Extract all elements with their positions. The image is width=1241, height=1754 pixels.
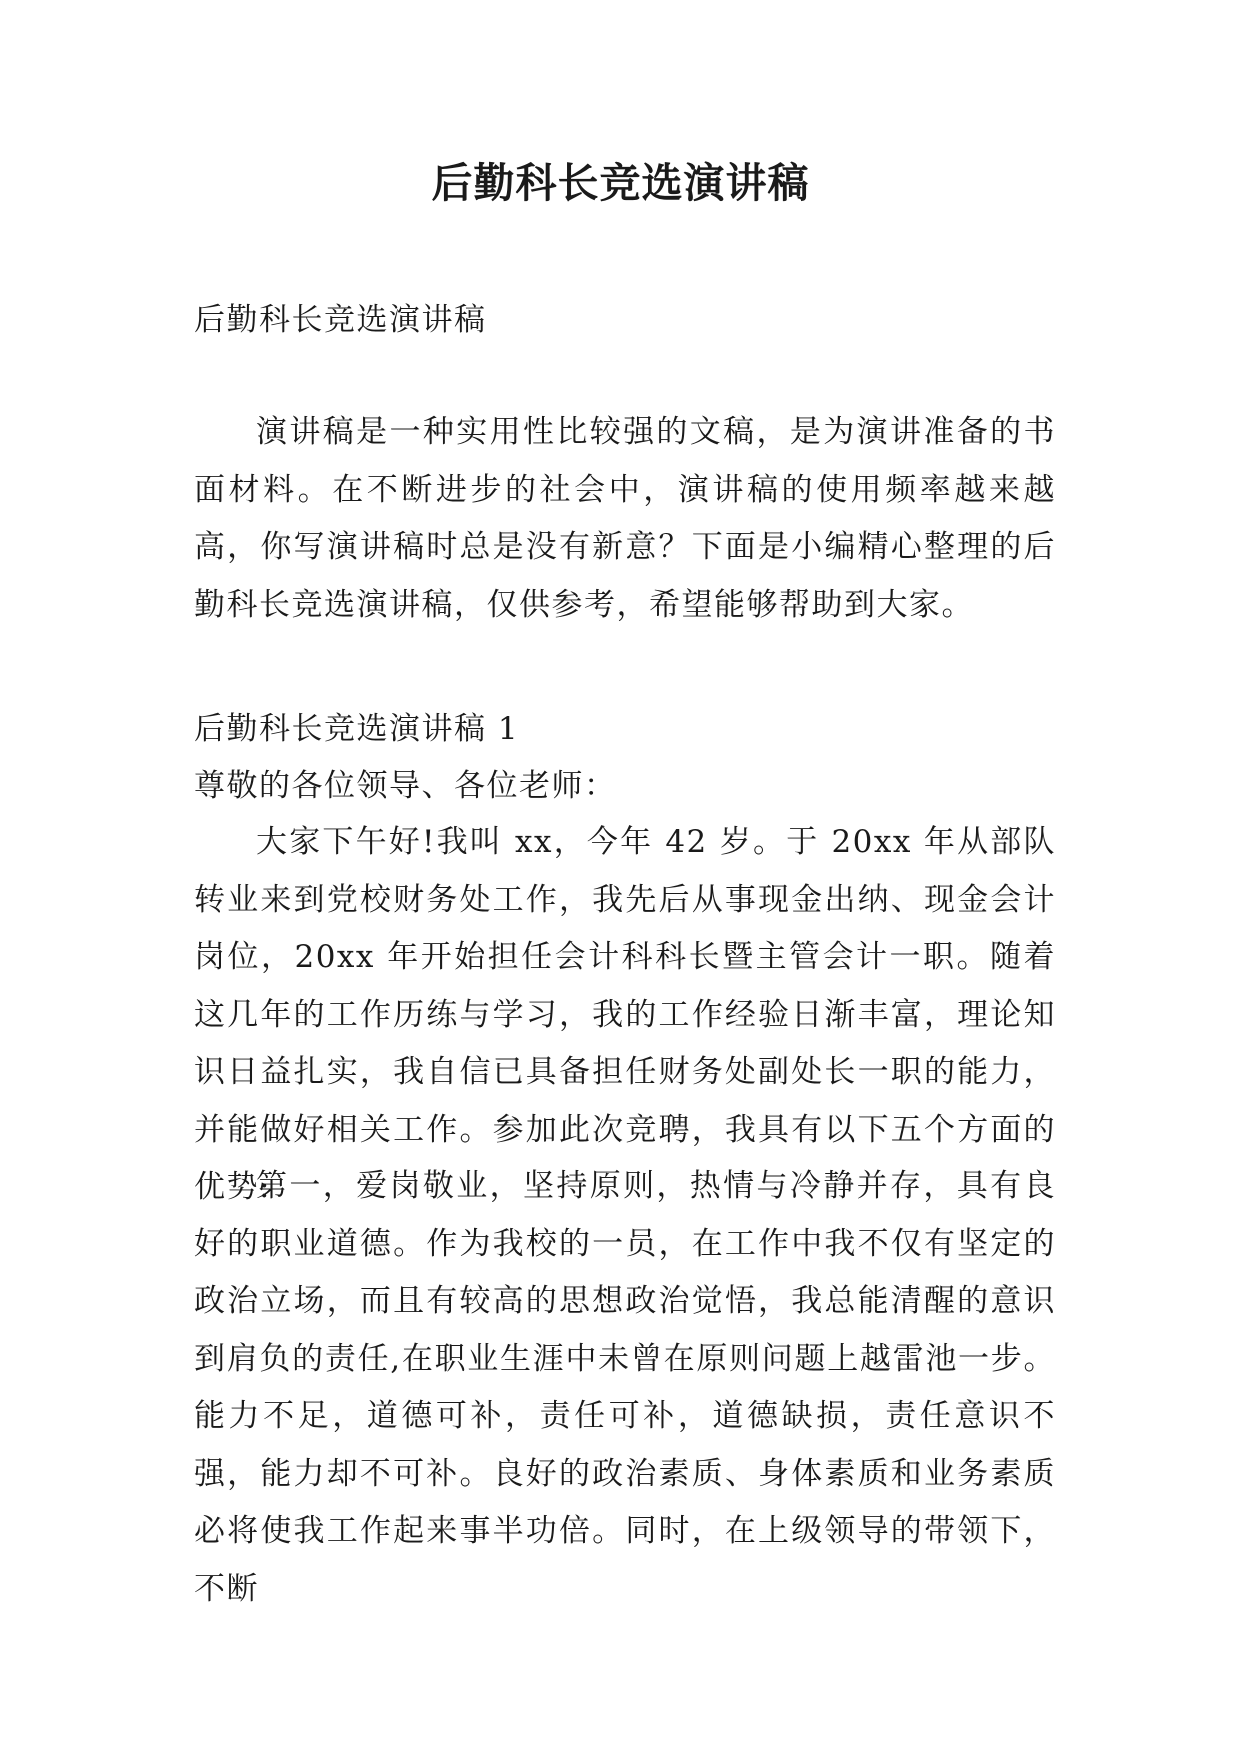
body-paragraph: 第一，爱岗敬业，坚持原则，热情与冷静并存，具有良好的职业道德。作为我校的一员，在工作中我不仅有坚定的政治立场，而且有较高的思想政治觉悟，我总能清醒的意识到肩负的责任,在职业生涯中未曾在原则问题上越雷池一步。能力不足，道德可补，责任可补，道德缺损，责任意识不强，能力却不可补。良好的政治素质、身体素质和业务素质必将使我工作起来事半功倍。同时，在上级领导的带领下，不断 xyxy=(194,1168,1056,1607)
document-subtitle: 后勤科长竞选演讲稿 xyxy=(194,302,487,338)
section-title: 后勤科长竞选演讲稿 1 xyxy=(194,711,520,747)
body-paragraph: 大家下午好!我叫 xx，今年 42 岁。于 20xx 年从部队转业来到党校财务处工作，我先后从事现金出纳、现金会计岗位，20xx 年开始担任会计科科长暨主管会计一职。随着这几年的工作历练与学习，我的工作经验日渐丰富，理论知识日益扎实，我自信已具备担任财务处副处长一职的能力，并能做好相关工作。参加此次竞聘，我具有以下五个方面的优势: xyxy=(194,824,1056,1205)
document-title: 后勤科长竞选演讲稿 xyxy=(431,159,810,207)
intro-paragraph: 演讲稿是一种实用性比较强的文稿，是为演讲准备的书面材料。在不断进步的社会中，演讲稿的使用频率越来越高，你写演讲稿时总是没有新意？下面是小编精心整理的后勤科长竞选演讲稿，仅供参考，希望能够帮助到大家。 xyxy=(194,414,1056,623)
greeting-line: 尊敬的各位领导、各位老师： xyxy=(194,768,617,804)
